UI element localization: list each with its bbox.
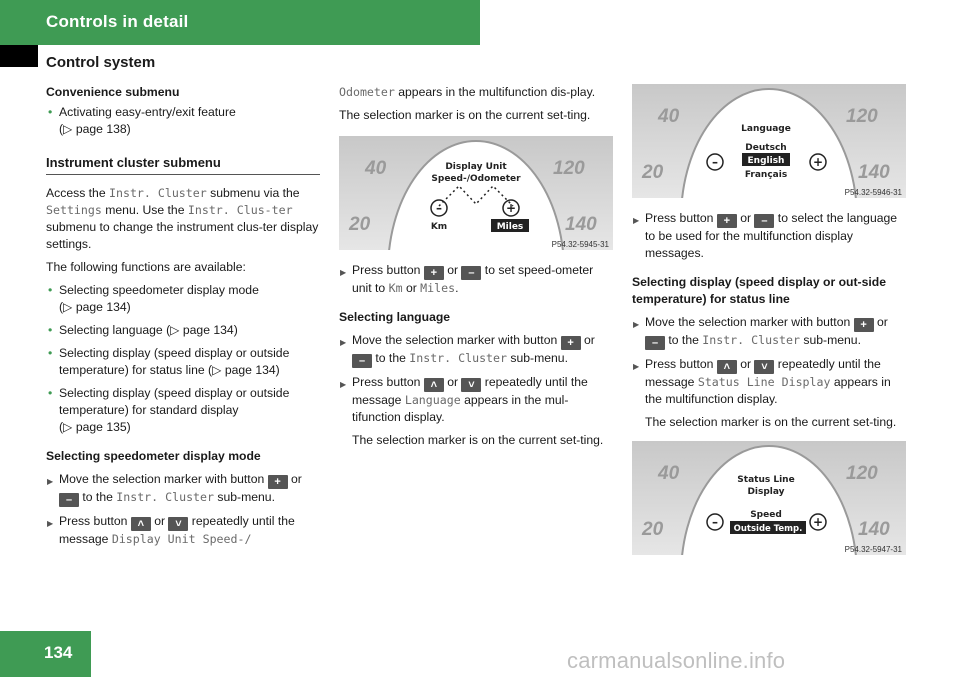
scale-label: 140 (858, 519, 890, 540)
option-english-selected: English (747, 156, 785, 166)
display-line: Speed-/Odometer (431, 174, 521, 184)
chapter-title: Control system (46, 54, 156, 71)
down-key-icon: ˅ (461, 378, 481, 392)
minus-key-icon: – (461, 266, 481, 280)
scale-label: 120 (846, 463, 878, 484)
option-deutsch: Deutsch (745, 143, 787, 153)
scale-label: 40 (658, 106, 680, 127)
option-outside-temp-selected: Outside Temp. (733, 524, 803, 534)
column-1 (46, 84, 320, 554)
up-key-icon: ˄ (717, 360, 737, 374)
status-line-illustration (632, 441, 906, 555)
instruction-step: ▶ Press button + or – to select the language to be used for the multifunction display messages. (632, 210, 906, 262)
status-line-display-graphic (632, 441, 906, 555)
convenience-submenu-heading: Convenience submenu (46, 85, 180, 99)
scale-label: 40 (658, 463, 680, 484)
speedometer-mode-heading: Selecting speedometer display mode (46, 449, 261, 463)
scale-label: 40 (365, 158, 387, 179)
paragraph: Odometer appears in the multifunction dis-play. (339, 85, 596, 99)
minus-key-icon: – (645, 336, 665, 350)
instrument-cluster-heading: Instrument cluster submenu (46, 154, 320, 175)
figure-reference: P54.32-5946-31 (844, 188, 902, 197)
plus-key-icon: + (424, 266, 444, 280)
instruction-step: ▶ Press button ˄ or ˅ repeatedly until the message Display Unit Speed-/ (46, 513, 320, 548)
scale-label: 20 (642, 519, 664, 540)
plus-key-icon: + (854, 318, 874, 332)
scale-label: 140 (565, 214, 597, 235)
plus-key-icon: + (717, 214, 737, 228)
figure-reference: P54.32-5945-31 (551, 240, 609, 249)
list-item: • Activating easy-entry/exit feature (▷ page 138) (46, 104, 320, 138)
speedometer-display-graphic (339, 136, 613, 250)
plus-key-icon: + (561, 336, 581, 350)
up-key-icon: ˄ (131, 517, 151, 531)
plus-key-icon: + (268, 475, 288, 489)
minus-symbol: – (436, 201, 442, 215)
language-display-graphic (632, 84, 906, 198)
instruction-step: ▶ Press button ˄ or ˅ repeatedly until the message Status Line Display appears in the multifunction display. (632, 356, 906, 408)
scale-label: 120 (846, 106, 878, 127)
minus-key-icon: – (754, 214, 774, 228)
scale-label: 120 (553, 158, 585, 179)
status-line-heading: Selecting display (speed display or out-side temperature) for status line (632, 275, 886, 306)
plus-symbol: + (812, 515, 824, 529)
column-3 (632, 84, 906, 567)
paragraph: The selection marker is on the current set-ting. (339, 108, 591, 122)
scale-label: 20 (642, 162, 664, 183)
instruction-step: ▶ Move the selection marker with button + or – to the Instr. Cluster sub-menu. (632, 314, 906, 350)
display-line: Display (747, 487, 785, 497)
minus-symbol: – (712, 155, 718, 169)
scale-label: 20 (349, 214, 371, 235)
minus-symbol: – (712, 515, 718, 529)
minus-key-icon: – (59, 493, 79, 507)
display-line: Language (741, 124, 791, 134)
column-2 (339, 84, 615, 455)
instruction-step: ▶ Move the selection marker with button + or – to the Instr. Cluster sub-menu. (46, 471, 320, 507)
paragraph: The following functions are available: (46, 260, 246, 274)
page-number-box (0, 631, 91, 677)
instruction-step: ▶ Move the selection marker with button + or – to the Instr. Cluster sub-menu. (339, 332, 615, 368)
paragraph: Access the Instr. Cluster submenu via the Settings menu. Use the Instr. Clus-ter submenu to change the instrument clus-ter display settings. (46, 186, 319, 251)
plus-symbol: + (812, 155, 824, 169)
scale-label: 140 (858, 162, 890, 183)
selecting-language-heading: Selecting language (339, 310, 451, 324)
list-item: • Selecting speedometer display mode (▷ page 134) (46, 282, 320, 316)
list-item: • Selecting display (speed display or outside temperature) for standard display (▷ page 135) (46, 385, 320, 436)
display-unit-illustration (339, 136, 613, 250)
option-miles-selected: Miles (496, 222, 524, 232)
down-key-icon: ˅ (754, 360, 774, 374)
language-illustration (632, 84, 906, 198)
display-line: Display Unit (445, 162, 507, 172)
display-line: Status Line (737, 475, 795, 485)
option-speed: Speed (750, 510, 782, 520)
list-item: • Selecting display (speed display or outside temperature) for status line (▷ page 134) (46, 345, 320, 379)
up-key-icon: ˄ (424, 378, 444, 392)
minus-key-icon: – (352, 354, 372, 368)
instruction-step: ▶ Press button ˄ or ˅ repeatedly until the message Language appears in the mul-tifunction display. (339, 374, 615, 426)
paragraph: The selection marker is on the current set-ting. (352, 433, 604, 447)
watermark: carmanualsonline.info (567, 648, 786, 673)
section-title: Controls in detail (46, 12, 189, 31)
down-key-icon: ˅ (168, 517, 188, 531)
chapter-marker (0, 45, 38, 67)
option-km: Km (430, 222, 448, 232)
option-francais: Français (744, 170, 788, 180)
paragraph: The selection marker is on the current set-ting. (645, 415, 897, 429)
instruction-step: ▶ Press button + or – to set speed-ometer unit to Km or Miles. (339, 262, 615, 297)
plus-symbol: + (505, 201, 517, 215)
list-item: • Selecting language (▷ page 134) (46, 322, 320, 339)
header-band (0, 0, 480, 45)
figure-reference: P54.32-5947-31 (844, 545, 902, 554)
page-number: 134 (44, 643, 73, 662)
